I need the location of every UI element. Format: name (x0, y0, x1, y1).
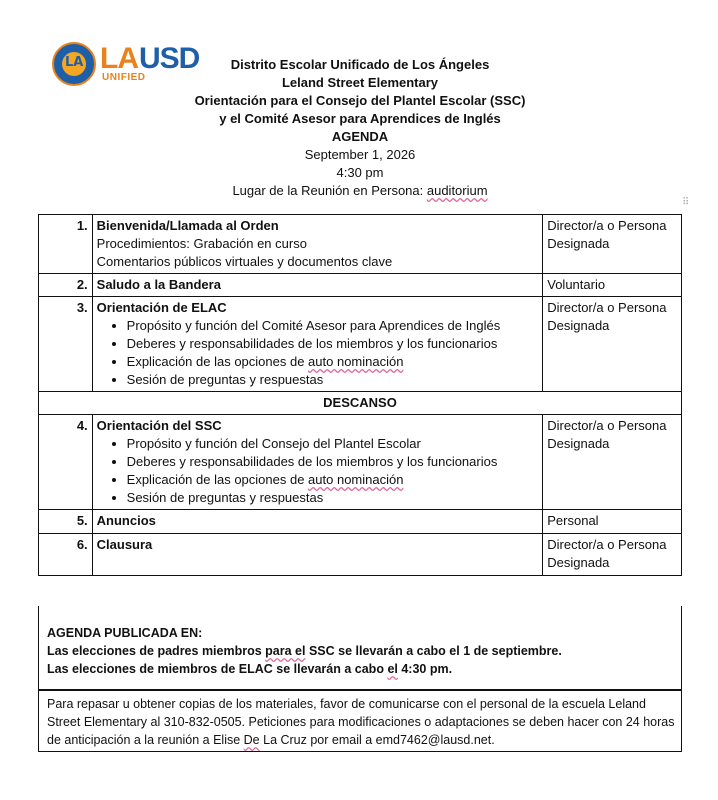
table-row: 4. Orientación del SSC • Propósito y función del Consejo del Plantel Escolar • Deberes y responsabilidades de los miembros y los funcionarios • Explicación de las opciones de auto nominación • Sesión de preguntas y respuestas Director/a o Persona Designada (39, 415, 682, 510)
contact-info: Para repasar u obtener copias de los materiales, favor de comunicarse con el personal de la escuela Leland Street Elementary al 310-832-0505. Peticiones para modificaciones o adaptaciones se deben hacer con 24 horas de anticipación a la reunión a Elise De La Cruz por email a emd7462@lausd.net. (38, 690, 682, 752)
list-item: • Deberes y responsabilidades de los miembros y los funcionarios (127, 453, 539, 471)
list-item: • Explicación de las opciones de auto nominación (127, 471, 539, 489)
table-row: 6. Clausura Director/a o Persona Designada (39, 534, 682, 576)
meeting-date: September 1, 2026 (304, 147, 416, 162)
meeting-location: Lugar de la Reunión en Persona: auditorium (232, 183, 488, 198)
document-header (150, 56, 570, 200)
list-item: • Propósito y función del Consejo del Plantel Escolar (127, 435, 539, 453)
list-item: • Explicación de las opciones de auto nominación (127, 353, 539, 371)
agenda-table (38, 214, 682, 576)
lausd-logo: LA LA USD UNIFIED (52, 42, 222, 86)
table-row: 2. Saludo a la Bandera Voluntario (39, 274, 682, 297)
publication-notice: AGENDA PUBLICADA EN: Las elecciones de padres miembros para el SSC se llevarán a cabo el 1 de septiembre. Las elecciones de miembros de ELAC se llevarán a cabo el 4:30 pm. (38, 606, 682, 690)
table-row: 3. Orientación de ELAC • Propósito y función del Comité Asesor para Aprendices de Inglés • Deberes y responsabilidades de los miembros y los funcionarios • Explicación de las opciones de auto nominación • Sesión de preguntas y respuestas Director/a o Persona Designada (39, 297, 682, 392)
drag-handle-icon[interactable]: ⠿ (682, 197, 691, 208)
school-name: Leland Street Elementary (281, 75, 439, 90)
district-name: Distrito Escolar Unificado de Los Ángeles (230, 57, 490, 72)
agenda-heading: AGENDA (331, 129, 389, 144)
break-row (39, 392, 682, 415)
list-item: • Sesión de preguntas y respuestas (127, 489, 539, 507)
meeting-title: Orientación para el Consejo del Plantel Escolar (SSC) (194, 93, 526, 108)
table-row: 1. Bienvenida/Llamada al Orden Procedimientos: Grabación en curso Comentarios públicos virtuales y documentos clave Director/a o Persona Designada (39, 215, 682, 274)
seal-icon: LA (52, 42, 96, 86)
meeting-subtitle: y el Comité Asesor para Aprendices de Inglés (219, 111, 501, 126)
list-item: • Propósito y función del Comité Asesor para Aprendices de Inglés (127, 317, 539, 335)
list-item: • Sesión de preguntas y respuestas (127, 371, 539, 389)
list-item: • Deberes y responsabilidades de los miembros y los funcionarios (127, 335, 539, 353)
break-label: DESCANSO (39, 392, 682, 415)
table-row: 5. Anuncios Personal (39, 510, 682, 534)
meeting-time: 4:30 pm (336, 165, 384, 180)
